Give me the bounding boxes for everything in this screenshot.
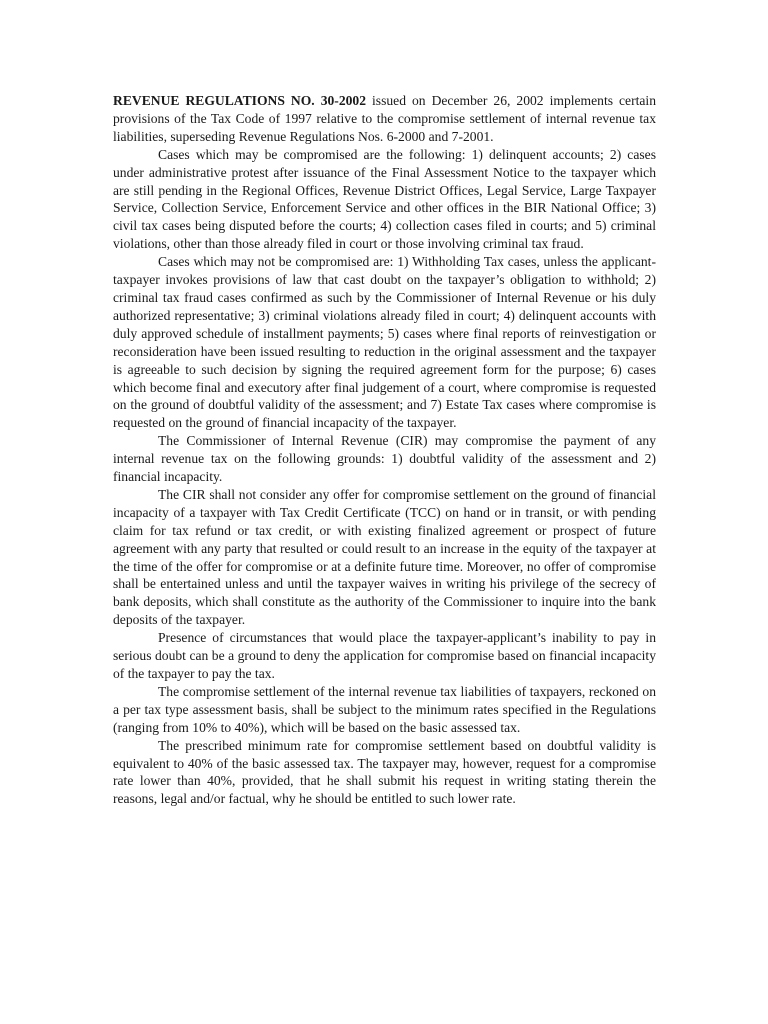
intro-text: issued on December 26, 2002 implements certain provisions of the Tax Code of 1997 relative to the compromise settlement of internal revenue tax liabilities, superseding Revenue Regulations Nos. 6-2000 and 7-2001. bbox=[113, 93, 656, 144]
regulation-title: REVENUE REGULATIONS NO. 30-2002 bbox=[113, 93, 367, 108]
document-body bbox=[113, 92, 656, 808]
paragraph-grounds: The Commissioner of Internal Revenue (CIR) may compromise the payment of any internal revenue tax on the following grounds: 1) doubtful validity of the assessment and 2) financial incapacity. bbox=[113, 433, 656, 485]
paragraph-doubtful-validity-rate: The prescribed minimum rate for compromise settlement based on doubtful validity is equivalent to 40% of the basic assessed tax. The taxpayer may, however, request for a compromise rate lower than 40%, provided, that he shall submit his request in writing stating therein the reasons, legal and/or factual, why he should be entitled to such lower rate. bbox=[113, 737, 656, 807]
paragraph-financial-incapacity-restrictions: The CIR shall not consider any offer for compromise settlement on the ground of financial incapacity of a taxpayer with Tax Credit Certificate (TCC) on hand or in transit, or with pending claim for tax refund or tax credit, or with existing finalized agreement or prospect of future agreement with any party that resulted or could result to an increase in the equity of the taxpayer at the time of the offer for compromise or at a definite future time. Moreover, no offer of compromise shall be entertained unless and until the taxpayer waives in writing his privilege of the secrecy of bank deposits, which shall constitute as the authority of the Commissioner to inquire into the bank deposits of the taxpayer. bbox=[113, 486, 656, 628]
paragraph-compromisable-cases: Cases which may be compromised are the following: 1) delinquent accounts; 2) cases under administrative protest after issuance of the Final Assessment Notice to the taxpayer which are still pending in the Regional Offices, Revenue District Offices, Legal Service, Large Taxpayer Service, Collection Service, Enforcement Service and other offices in the BIR National Office; 3) civil tax cases being disputed before the courts; 4) collection cases filed in courts; and 5) criminal violations, other than those already filed in court or those involving criminal tax fraud. bbox=[113, 146, 656, 252]
intro-paragraph bbox=[113, 92, 656, 146]
paragraph-minimum-rates: The compromise settlement of the internal revenue tax liabilities of taxpayers, reckoned on a per tax type assessment basis, shall be subject to the minimum rates specified in the Regulations (ranging from 10% to 40%), which will be based on the basic assessed tax. bbox=[113, 683, 656, 735]
paragraph-doubt-circumstances: Presence of circumstances that would place the taxpayer-applicant’s inability to pay in serious doubt can be a ground to deny the application for compromise based on financial incapacity of the taxpayer to pay the tax. bbox=[113, 630, 656, 681]
paragraph-non-compromisable-cases: Cases which may not be compromised are: 1) Withholding Tax cases, unless the applicant-taxpayer invokes provisions of law that cast doubt on the taxpayer’s obligation to withhold; 2) criminal tax fraud cases confirmed as such by the Commissioner of Internal Revenue or his duly authorized representative; 3) criminal violations already filed in court; 4) delinquent accounts with duly approved schedule of installment payments; 5) cases where final reports of reinvestigation or reconsideration have been issued resulting to reduction in the original assessment and the taxpayer is agreeable to such decision by signing the required agreement form for the purpose; 6) cases which become final and executory after final judgement of a court, where compromise is requested on the ground of doubtful validity of the assessment; and 7) Estate Tax cases where compromise is requested on the ground of financial incapacity of the taxpayer. bbox=[113, 254, 656, 431]
